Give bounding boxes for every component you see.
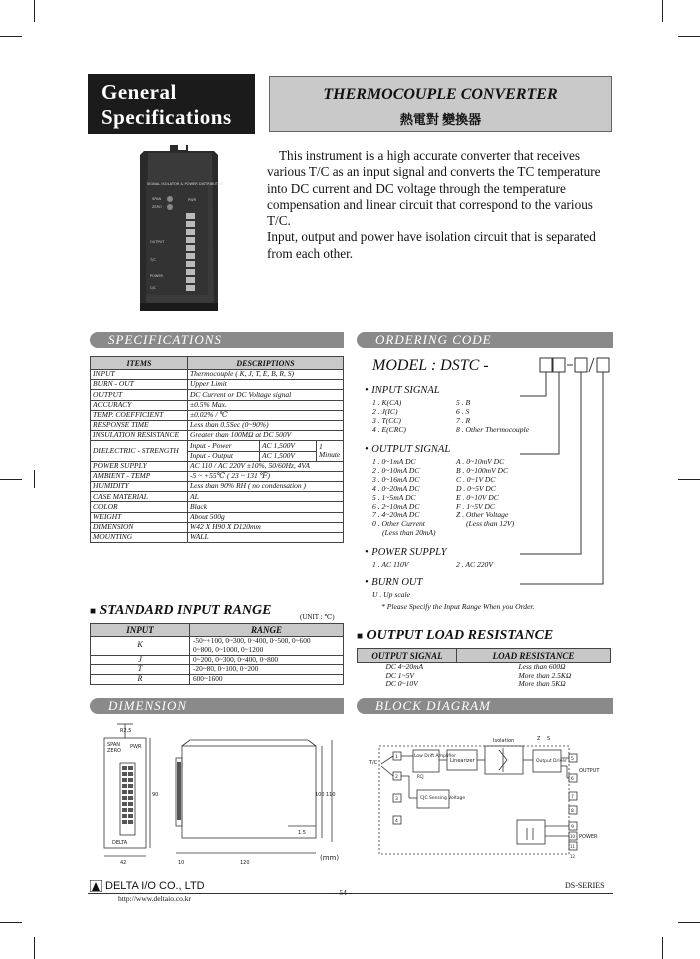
- option-item: 8 . Other Thermocouple: [456, 424, 529, 434]
- crop-mark: [662, 937, 663, 959]
- dim-120: 120: [240, 860, 250, 866]
- spec-desc: Greater than 100MΩ at DC 500V: [188, 431, 344, 441]
- option-item: E . 0~10V DC: [456, 492, 499, 502]
- dimension-drawing: [90, 718, 344, 866]
- spec-desc: Thermocouple ( K, J, T, E, B, R, S): [188, 370, 344, 380]
- olr-load: More than 2.5KΩ: [518, 670, 572, 680]
- bd-tc: T/C: [369, 760, 378, 766]
- olr-signal: DC 0~10V: [385, 679, 418, 689]
- bd-terminal-5: 5: [571, 757, 574, 762]
- bd-rcj: RCJ: [417, 774, 424, 779]
- spec-desc: Input - Output: [188, 451, 260, 461]
- crop-mark: [0, 922, 22, 923]
- bd-terminal-2: 2: [395, 775, 398, 780]
- crop-mark: [0, 36, 22, 37]
- company-url[interactable]: http://www.deltaio.co.kr: [118, 894, 192, 903]
- option-item: D . 0~5V DC: [456, 483, 496, 493]
- range-header-range: RANGE: [190, 624, 344, 637]
- spec-desc: AC 1,500V: [260, 441, 317, 451]
- bd-output: OUTPUT: [579, 768, 600, 774]
- std-input-range-table: [90, 623, 344, 685]
- order-note: * Please Specify the Input Range When you Order.: [381, 602, 535, 611]
- bd-output-driver: Output Driver: [536, 759, 567, 764]
- spec-header-items: ITEMS: [91, 357, 188, 370]
- table-row: [91, 502, 344, 512]
- spec-desc: 1 Minute: [317, 441, 344, 461]
- table-row: [91, 420, 344, 430]
- cjc-label: CJC: [150, 286, 156, 290]
- span-label: SPAN: [152, 197, 162, 201]
- series-label: DS-SERIES: [565, 881, 605, 890]
- bd-terminal-8: 8: [571, 809, 574, 814]
- table-row: [91, 675, 344, 685]
- general-specifications-heading: [88, 74, 255, 134]
- option-item: (Less than 20mA): [382, 528, 436, 538]
- spec-desc: ±0.02% / ℃: [188, 410, 344, 420]
- option-item: 0 . Other Current: [372, 519, 425, 529]
- range-type: J: [91, 655, 190, 665]
- dim-10: 10: [178, 860, 185, 866]
- spec-item: BURN - OUT: [91, 380, 188, 390]
- option-item: 3 . 0~16mA DC: [372, 474, 420, 484]
- table-row: [91, 471, 344, 481]
- output-load-table: [357, 648, 611, 689]
- spec-desc: AL: [188, 492, 344, 502]
- dim-r25: R2.5: [120, 728, 132, 734]
- bd-terminal-4: 4: [395, 819, 398, 824]
- option-item: 4 . 0~20mA DC: [372, 483, 420, 493]
- table-row: [358, 680, 611, 689]
- table-row: [91, 441, 344, 451]
- spec-item: ACCURACY: [91, 400, 188, 410]
- table-row: [91, 431, 344, 441]
- table-row: [91, 512, 344, 522]
- std-input-range-title: ■ STANDARD INPUT RANGE: [90, 603, 272, 618]
- spec-item: TEMP. COEFFICIENT: [91, 410, 188, 420]
- page-number: - 54 -: [335, 888, 352, 897]
- section-dimension: DIMENSION: [90, 698, 344, 714]
- bd-s: S: [547, 736, 551, 742]
- product-title: THERMOCOUPLE CONVERTER: [323, 86, 558, 103]
- model-code-boxes: [520, 356, 615, 601]
- dim-brand: DELTA: [112, 840, 128, 846]
- olr-header-signal: OUTPUT SIGNAL: [358, 649, 457, 663]
- pwr-label: PWR: [188, 198, 197, 202]
- dim-span: SPAN: [107, 742, 121, 748]
- dim-unit: (mm): [320, 854, 340, 862]
- spec-item: DIELECTRIC - STRENGTH: [91, 441, 188, 461]
- range-type: K: [91, 637, 190, 656]
- input-signal-col1: [372, 399, 406, 435]
- table-row: [91, 533, 344, 543]
- range-line: 600~1600: [193, 674, 223, 684]
- dim-pwr: PWR: [130, 744, 142, 750]
- output-load-title: ■ OUTPUT LOAD RESISTANCE: [357, 628, 554, 643]
- spec-item: CASE MATERIAL: [91, 492, 188, 502]
- option-item: 7 . R: [456, 415, 471, 425]
- table-row: [91, 400, 344, 410]
- dim-100: 100: [315, 792, 325, 798]
- option-item: 2 . J(IC): [372, 406, 398, 416]
- spec-desc: -5 ~ +55℃ ( 23 ~ 131 ℉): [188, 471, 344, 481]
- table-row: [91, 461, 344, 471]
- power-supply-title: • POWER SUPPLY: [365, 547, 447, 558]
- range-header-input: INPUT: [91, 624, 190, 637]
- option-item: 4 . E(CRC): [372, 424, 406, 434]
- bd-terminal-10: 10: [570, 834, 576, 839]
- heading-line-1: General: [101, 80, 177, 104]
- section-specifications: SPECIFICATIONS: [90, 332, 344, 348]
- dim-zero: ZERO: [107, 748, 121, 754]
- table-row: [91, 410, 344, 420]
- range-line: -50~+100, 0~300, 0~400, 0~500, 0~600: [193, 636, 311, 645]
- spec-item: OUTPUT: [91, 390, 188, 400]
- output-signal-col2: [456, 458, 514, 529]
- bd-terminal-12: 12: [570, 854, 576, 859]
- table-row: [91, 380, 344, 390]
- spec-item: INPUT: [91, 370, 188, 380]
- spec-desc: DC Current or DC Voltage signal: [188, 390, 344, 400]
- olr-signal: DC 4~20mA: [385, 662, 424, 671]
- olr-signal: DC 1~5V: [385, 670, 414, 680]
- option-item: 6 . S: [456, 406, 470, 416]
- spec-item: HUMIDITY: [91, 482, 188, 492]
- spec-desc: Black: [188, 502, 344, 512]
- spec-item: AMBIENT - TEMP: [91, 471, 188, 481]
- crop-mark: [34, 470, 35, 488]
- dim-90: 90: [152, 792, 159, 798]
- spec-item: POWER SUPPLY: [91, 461, 188, 471]
- model-code: MODEL : DSTC -: [372, 357, 489, 374]
- spec-desc: Upper Limit: [188, 380, 344, 390]
- bd-power: POWER: [579, 834, 598, 840]
- table-row: [91, 522, 344, 532]
- option-item: 1 . K(CA): [372, 398, 402, 407]
- spec-table: [90, 356, 344, 543]
- spec-item: MOUNTING: [91, 533, 188, 543]
- crop-mark: [678, 922, 700, 923]
- crop-mark: [34, 0, 35, 22]
- unit-label: (UNIT : ℃): [300, 613, 335, 621]
- option-item: 3 . T(CC): [372, 415, 401, 425]
- spec-desc: About 500g: [188, 512, 344, 522]
- zero-label: ZERO: [152, 205, 162, 209]
- spec-desc: WALL: [188, 533, 344, 543]
- spec-item: WEIGHT: [91, 512, 188, 522]
- section-ordering-code: ORDERING CODE: [357, 332, 613, 348]
- option-item: A . 0~10mV DC: [456, 457, 505, 466]
- power-supply-option-2: 2 . AC 220V: [456, 560, 493, 569]
- option-item: (Less than 12V): [466, 519, 515, 529]
- range-line: -20~80, 0~100, 0~200: [193, 664, 259, 674]
- range-values: [190, 637, 344, 656]
- tc-label: T/C: [150, 258, 156, 262]
- input-signal-col2: [456, 399, 529, 435]
- heading-line-2: Specifications: [101, 105, 232, 129]
- section-block-diagram: BLOCK DIAGRAM: [357, 698, 613, 714]
- input-signal-title: • INPUT SIGNAL: [365, 385, 440, 396]
- power-label: POWER: [150, 274, 163, 278]
- bd-low-drift: Low Drift Amplifier: [414, 754, 456, 759]
- option-item: F . 1~5V DC: [456, 501, 495, 511]
- block-diagram: [357, 718, 613, 866]
- output-signal-col1: [372, 458, 436, 538]
- spec-desc: AC 110 / AC 220V ±10%, 50/60Hz, 4VA: [188, 461, 344, 471]
- burn-out-title: • BURN OUT: [365, 577, 423, 588]
- option-item: C . 0~1V DC: [456, 474, 496, 484]
- spec-item: DIMENSION: [91, 522, 188, 532]
- dim-42: 42: [120, 860, 127, 866]
- range-line: 0~200, 0~300, 0~400, 0~800: [193, 654, 279, 664]
- output-label: OUTPUT: [150, 240, 165, 244]
- product-title-cjk: 熱電對 變換器: [399, 112, 482, 127]
- bd-terminal-7: 7: [571, 795, 574, 800]
- option-item: 1 . 0~1mA DC: [372, 457, 416, 466]
- spec-item: COLOR: [91, 502, 188, 512]
- spec-desc: Less than 0.5Sec (0~90%): [188, 420, 344, 430]
- device-photo: [130, 143, 230, 313]
- crop-mark: [678, 479, 700, 480]
- dim-15: 1.5: [298, 830, 306, 836]
- option-item: B . 0~100mV DC: [456, 465, 509, 475]
- company-name: DELTA I/O CO., LTD: [105, 880, 205, 892]
- range-line: 0~800, 0~1000, 0~1200: [193, 644, 264, 654]
- bd-terminal-3: 3: [395, 797, 398, 802]
- spec-desc: ±0.5% Max.: [188, 400, 344, 410]
- range-values: [190, 675, 344, 685]
- bd-terminal-6: 6: [571, 777, 574, 782]
- intro-paragraph-2: Input, output and power have isolation circuit that is separated from each other.: [267, 229, 596, 261]
- spec-header-descriptions: DESCRIPTIONS: [188, 357, 344, 370]
- bd-isolation: Isolation: [493, 738, 515, 744]
- option-item: 5 . 1~5mA DC: [372, 492, 416, 502]
- delta-logo-icon: [90, 880, 102, 892]
- spec-desc: W42 X H90 X D120mm: [188, 522, 344, 532]
- table-row: [91, 390, 344, 400]
- crop-mark: [678, 36, 700, 37]
- olr-header-load: LOAD RESISTANCE: [457, 649, 611, 663]
- intro-text: [267, 148, 613, 262]
- option-item: 2 . 0~10mA DC: [372, 465, 420, 475]
- olr-load: Less than 600Ω: [518, 662, 566, 671]
- table-row: [91, 492, 344, 502]
- table-row: [91, 637, 344, 656]
- spec-desc: Less than 90% RH ( no condensation ): [188, 482, 344, 492]
- bd-terminal-1: 1: [395, 755, 398, 760]
- product-title-box: [269, 76, 612, 132]
- crop-mark: [662, 0, 663, 22]
- bd-terminal-11: 11: [570, 844, 576, 849]
- bd-z: Z: [537, 736, 541, 742]
- range-type: R: [91, 675, 190, 685]
- spec-item: RESPONSE TIME: [91, 420, 188, 430]
- device-label: SIGNAL ISOLATOR & POWER DISTRIBUTOR: [147, 182, 224, 186]
- spec-item: INSULATION RESISTANCE: [91, 431, 188, 441]
- range-type: T: [91, 665, 190, 675]
- dim-110: 110: [326, 792, 336, 798]
- bd-terminal-9: 9: [571, 825, 574, 830]
- burn-out-option: U . Up scale: [372, 590, 410, 599]
- table-row: [91, 482, 344, 492]
- table-row: [91, 370, 344, 380]
- option-item: Z . Other Voltage: [456, 510, 509, 520]
- spec-desc: AC 1,500V: [260, 451, 317, 461]
- intro-paragraph-1: This instrument is a high accurate converter that receives various T/C as an input signal and converts the TC temperature into DC current and DC voltage through the temperature compensation and linear circuit that correspond to the various T/C.: [267, 148, 601, 229]
- option-item: 7 . 4~20mA DC: [372, 510, 420, 520]
- olr-load: More than 5KΩ: [518, 679, 566, 689]
- crop-mark: [0, 479, 22, 480]
- output-signal-title: • OUTPUT SIGNAL: [365, 444, 451, 455]
- crop-mark: [34, 937, 35, 959]
- bd-cjc: CJC Sensing Voltage: [420, 796, 466, 801]
- spec-desc: Input - Power: [188, 441, 260, 451]
- option-item: 5 . B: [456, 398, 471, 407]
- power-supply-option-1: 1 . AC 110V: [372, 560, 409, 569]
- option-item: 6 . 2~10mA DC: [372, 501, 420, 511]
- bd-linearizer: Linearizer: [450, 758, 475, 764]
